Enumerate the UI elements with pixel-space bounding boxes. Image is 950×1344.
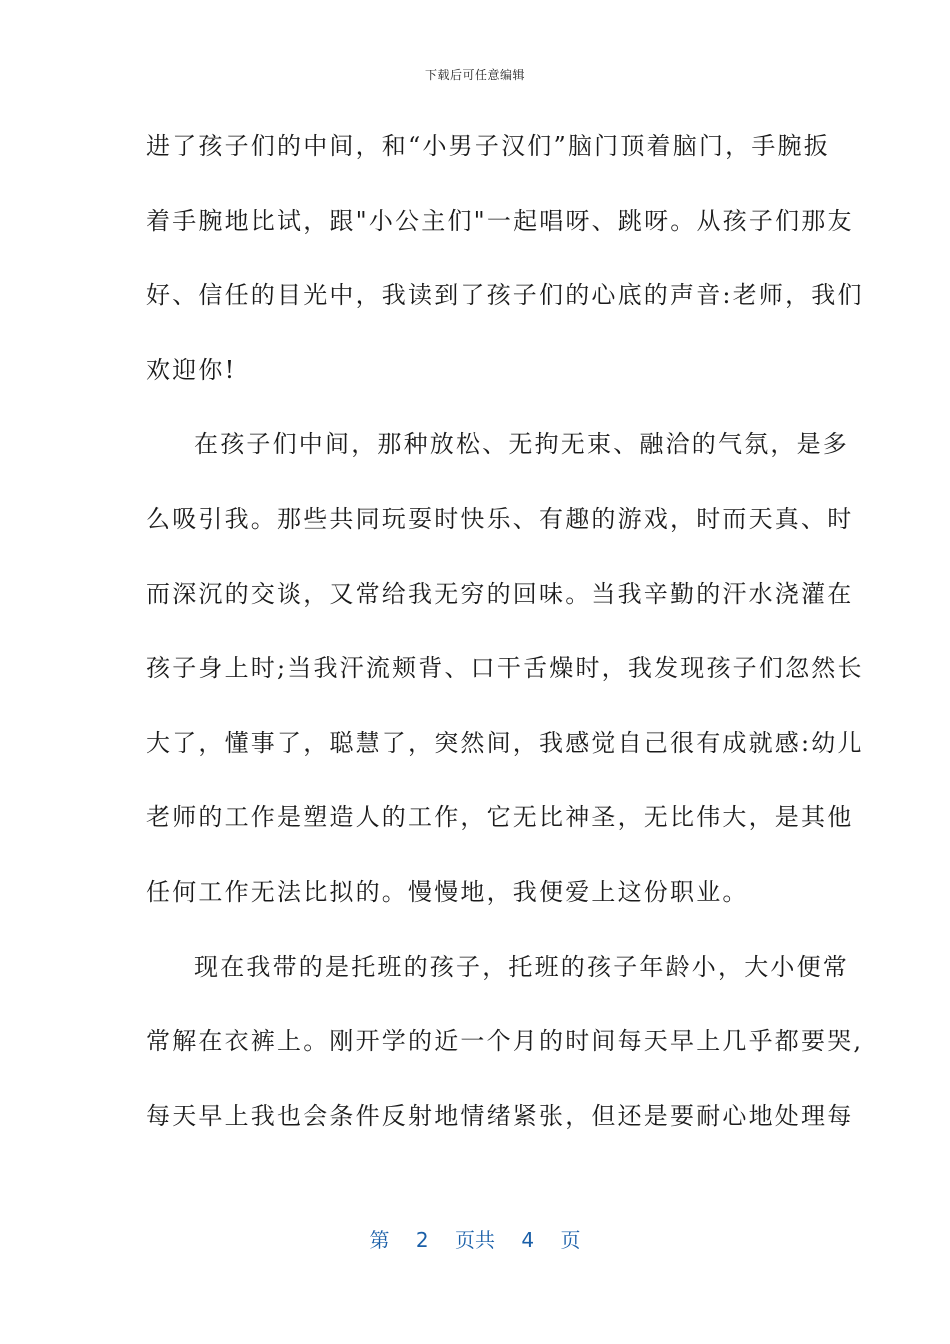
text-line: 么吸引我。那些共同玩耍时快乐、有趣的游戏，时而天真、时 [146, 504, 854, 533]
text-line: 常解在衣裤上。刚开学的近一个月的时间每天早上几乎都要哭, [146, 1027, 864, 1056]
text-line: 好、信任的目光中，我读到了孩子们的心底的声音:老师，我们 [146, 281, 864, 310]
text-line: 孩子身上时;当我汗流颊背、口干舌燥时，我发现孩子们忽然长 [146, 654, 864, 683]
text-line: 着手腕地比试，跟"小公主们"一起唱呀、跳呀。从孩子们那友 [146, 206, 854, 235]
text-line: 老师的工作是塑造人的工作，它无比神圣，无比伟大，是其他 [146, 803, 854, 832]
text-line: 进了孩子们的中间，和“小男子汉们”脑门顶着脑门，手腕扳 [146, 132, 830, 160]
text-line: 每天早上我也会条件反射地情绪紧张，但还是要耐心地处理每 [146, 1101, 854, 1130]
text-line: 大了，懂事了，聪慧了，突然间，我感觉自己很有成就感:幼儿 [146, 728, 864, 757]
paragraph-first-line: 在孩子们中间，那种放松、无拘无束、融洽的气氛，是多 [194, 430, 849, 459]
page-footer [0, 1224, 950, 1253]
page-label-middle: 页共 [455, 1228, 495, 1252]
page-header: 下载后可任意编辑 [424, 68, 525, 82]
document-body [146, 120, 864, 1164]
text-line: 欢迎你! [146, 355, 237, 384]
page-label-suffix: 页 [560, 1228, 581, 1252]
text-line: 而深沉的交谈，又常给我无穷的回味。当我辛勤的汗水浇灌在 [146, 579, 854, 608]
paragraph-first-line: 现在我带的是托班的孩子，托班的孩子年龄小，大小便常 [194, 952, 849, 981]
total-pages-number: 4 [521, 1228, 535, 1252]
current-page-number: 2 [415, 1228, 429, 1252]
text-line: 任何工作无法比拟的。慢慢地，我便爱上这份职业。 [146, 877, 749, 906]
page-label-prefix: 第 [369, 1228, 390, 1252]
